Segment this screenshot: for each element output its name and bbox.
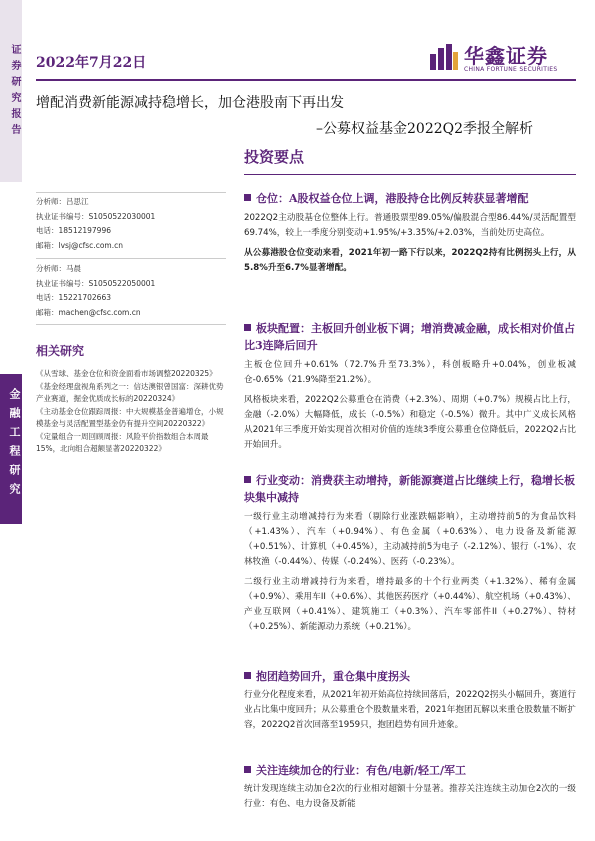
point-heading: 关注连续加仓的行业：有色/电新/轻工/军工 (244, 762, 576, 779)
related-research-list (36, 368, 226, 456)
analyst-divider (36, 258, 226, 259)
point-heading: 板块配置：主板回升创业板下调；增消费减金融，成长相对价值占比3连降后回升 (244, 322, 575, 352)
logo-name: 华鑫证券 (464, 44, 548, 68)
point-2 (244, 320, 576, 453)
point-paragraph: 主板仓位回升+0.61%（72.7%升至73.3%），科创板略升+0.04%，创业板减仓-0.65%（21.9%降至21.2%）。 (244, 360, 576, 385)
bullet-square-icon (244, 324, 251, 331)
analyst-block-2 (36, 262, 216, 320)
report-subtitle: –公募权益基金2022Q2季报全解析 (316, 121, 534, 137)
section-rule (244, 174, 576, 175)
point-paragraph: 统计发现连续主动加仓2次的行业相对超额十分显著。推荐关注连续主动加仓2次的一级行业：有色、电力设备及新能 (244, 784, 576, 809)
analyst-top-rule (36, 192, 226, 193)
analyst-email[interactable]: 邮箱：lvsj@cfsc.com.cn (36, 240, 123, 250)
related-item[interactable]: 《基金经理盘视角系列之一：信达澳银曾国富：深耕优势产业赛道，掘金优质成长标的20220324》 (36, 382, 224, 403)
company-logo (430, 40, 580, 80)
point-paragraph: 风格板块来看，2022Q2公募重仓在消费（+2.3%）、周期（+0.7%）规模占比上行，金融（-2.0%）大幅降低，成长（-0.5%）和稳定（-0.5%）微升。其中广义成长风格从2021年三季度开始实现首次相对价值的连续3季度公募重仓位降低后，2022Q2占比开始回升。 (244, 395, 576, 450)
report-title: 增配消费新能源减持稳增长，加仓港股南下再出发 (36, 95, 344, 111)
point-5 (244, 762, 576, 812)
analyst-block-1 (36, 195, 216, 253)
section-heading: 投资要点 (244, 148, 305, 166)
point-paragraph: 行业分化程度来看，从2021年初开始高位持续回落后，2022Q2拐头小幅回升，赛道行业占比集中度回升；从公募重仓个股数量来看，2021年抱团瓦解以来重仓股数量不断扩容，2022Q2首次回落至1959只，抱团趋势有回升迹象。 (244, 690, 576, 730)
bullet-square-icon (244, 476, 251, 483)
analyst-email[interactable]: 邮箱：machen@cfsc.com.cn (36, 307, 141, 317)
point-paragraph: 一级行业主动增减持行为来看（剔除行业涨跌幅影响），主动增持前5的为食品饮料（+1.43%）、汽车（+0.94%）、有色金属（+0.63%）、电力设备及新能源（+0.51%）、计算机（+0.45%），主动减持前5为电子（-2.12%）、银行（-1%）、农林牧渔（-0.44%）、传媒（-0.24%）、医药（-0.23%）。 (244, 512, 576, 567)
related-item[interactable]: 《从雪球、基金仓位和资金面看市场调整20220325》 (36, 369, 217, 378)
point-4 (244, 668, 576, 733)
header-rule (36, 79, 576, 81)
analyst-bottom-rule (36, 324, 226, 325)
report-date: 2022年7月22日 (36, 55, 147, 71)
point-heading: 仓位：A股权益仓位上调，港股持仓比例反转获显著增配 (244, 190, 576, 207)
point-heading: 行业变动：消费获主动增持，新能源赛道占比继续上行，稳增长板块集中减持 (244, 474, 575, 504)
strip-bottom-label: 金融工程研究 (8, 388, 21, 502)
analyst-name: 分析师：吕思江 (36, 197, 89, 206)
bullet-square-icon (244, 672, 251, 679)
logo-mark-icon (430, 44, 458, 70)
related-item[interactable]: 《主动基金仓位跟踪周报：中大规模基金普遍增仓，小规模基金与灵活配置型基金仍有提升空间20220322》 (36, 407, 224, 428)
bullet-square-icon (244, 766, 251, 773)
analyst-phone: 电话：18512197996 (36, 226, 111, 235)
analyst-cert: 执业证书编号：S1050522050001 (36, 278, 156, 288)
related-research-title: 相关研究 (36, 344, 85, 358)
analyst-cert: 执业证书编号：S1050522030001 (36, 211, 156, 221)
analyst-name: 分析师：马晨 (36, 264, 81, 273)
bullet-square-icon (244, 194, 251, 201)
point-paragraph: 二级行业主动增减持行为来看，增持最多的十个行业两类（+1.32%）、稀有金属（+0.9%）、乘用车II（+0.6%）、其他医药医疗（+0.44%）、航空机场（+0.43%）、产业互联网（+0.41%）、建筑施工（+0.3%）、汽车零部件II（+0.27%）、特材（+0.25%）、新能源动力系统（+0.21%）。 (244, 577, 576, 632)
point-3 (244, 472, 576, 635)
point-1 (244, 190, 576, 276)
point-paragraph: 2022Q2主动股基仓位整体上行。普通股票型89.05%/偏股混合型86.44%/灵活配置型69.74%，较上一季度分别变动+1.95%/+3.35%/+2.03%，当前处历史高位。 (244, 213, 576, 238)
strip-top-label: 证券研究报告 (9, 44, 20, 140)
related-item[interactable]: 《定量组合一周回顾周报：风险平价指数组合本周最15%，北向组合超额显著20220322》 (36, 432, 209, 453)
point-heading: 抱团趋势回升，重仓集中度拐头 (244, 668, 576, 685)
logo-english: CHINA FORTUNE SECURITIES (464, 66, 558, 73)
point-paragraph: 从公募港股仓位变动来看，2021年初一路下行以来，2022Q2持有比例拐头上行，从5.8%升至6.7%显著增配。 (244, 248, 576, 273)
analyst-phone: 电话：15221702663 (36, 293, 111, 302)
